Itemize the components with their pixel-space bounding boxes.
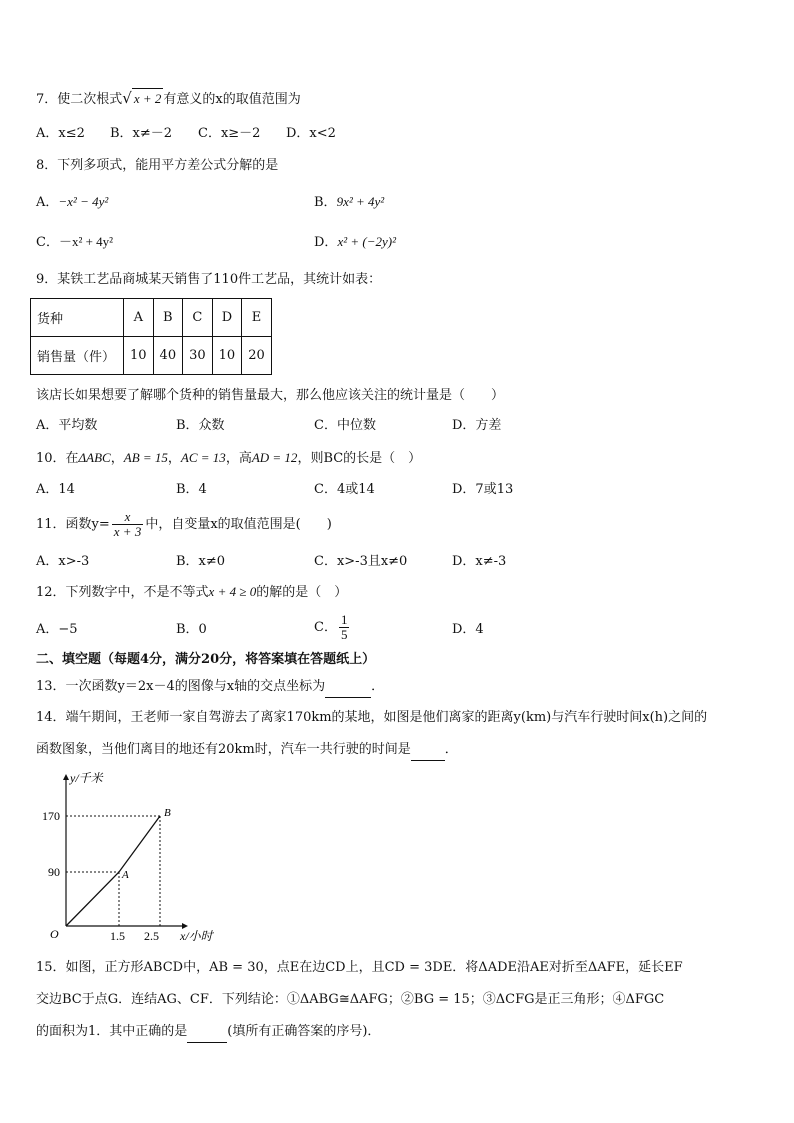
- q12-option-c: [314, 606, 351, 650]
- q12-c-label: C．: [314, 620, 337, 635]
- q10-number: 10．在: [36, 451, 79, 466]
- q14-line-1: 14．端午期间，王老师一家自驾游去了离家170km的某地，如图是他们离家的距离y(km)与汽车行驶时间x(h)之间的: [36, 710, 708, 725]
- q7-radicand: x + 2: [132, 88, 164, 109]
- q9-option-b: B．众数: [176, 418, 225, 433]
- q11-fraction: [112, 510, 144, 539]
- q12-c-denominator: 5: [340, 627, 348, 642]
- q10-triangle: ΔABC: [78, 450, 111, 465]
- point-a-label: A: [122, 869, 129, 881]
- q8-d-label: D．: [314, 235, 338, 250]
- q8-stem: 8．下列多项式，能用平方差公式分解的是: [36, 158, 279, 173]
- q10-ac: AC = 13: [180, 450, 226, 465]
- q12-option-b: B．0: [176, 622, 207, 637]
- question-7: [36, 88, 301, 110]
- q7-option-c: C．x≥－2: [198, 126, 261, 141]
- table-cell: 10: [212, 337, 242, 375]
- q9-stem: 9．某铁工艺品商城某天销售了110件工艺品，其统计如表：: [36, 272, 382, 287]
- table-cell: 20: [242, 337, 272, 375]
- table-cell: D: [212, 299, 242, 337]
- table-header-cell: 货种: [31, 299, 124, 337]
- q8-a-expr: −x² − 4y²: [58, 194, 109, 209]
- table-row: [31, 299, 272, 337]
- q11-option-d: D．x≠-3: [452, 554, 507, 569]
- q11-numerator: x: [112, 510, 144, 525]
- q11-prefix: 11．函数y=: [36, 517, 110, 532]
- x-tick-1-5: 1.5: [110, 929, 125, 943]
- q8-d-expr: x² + (−2y)²: [337, 234, 396, 249]
- table-cell: E: [242, 299, 272, 337]
- q10-ad: AD = 12: [251, 450, 298, 465]
- table-row: [31, 337, 272, 375]
- q7-option-b: B．x≠－2: [110, 126, 173, 141]
- q7-number: 7．: [36, 92, 58, 107]
- q9-option-c: C．中位数: [314, 418, 376, 433]
- x-axis-label: x/小时: [180, 929, 213, 943]
- q8-option-a: [36, 192, 108, 213]
- x-tick-2-5: 2.5: [144, 929, 159, 943]
- y-axis-arrow-icon: [63, 774, 69, 780]
- table-cell: 10: [124, 337, 154, 375]
- q12-option-a: A．−5: [36, 622, 78, 637]
- table-cell: 40: [153, 337, 183, 375]
- graph-line: [66, 816, 160, 926]
- q13-answer-blank: [325, 677, 371, 698]
- q9-option-a: A．平均数: [36, 418, 98, 433]
- y-tick-170: 170: [42, 809, 60, 823]
- table-header-cell: 销售量（件）: [31, 337, 124, 375]
- q8-a-label: A．: [36, 195, 59, 210]
- q12-prefix: 12．下列数字中，不是不等式: [36, 585, 209, 600]
- q8-option-c: [36, 232, 113, 253]
- q15-line-3: [36, 1022, 380, 1043]
- q11-denominator: x + 3: [113, 524, 142, 539]
- q11-option-b: B．x≠0: [176, 554, 226, 569]
- q9-option-d: D．方差: [452, 418, 502, 433]
- sales-table: [30, 298, 272, 375]
- q12-inequality: x + 4 ≥ 0: [208, 584, 257, 599]
- q11-suffix: 中，自变量x的取值范围是( ): [145, 517, 332, 532]
- q12-suffix: 的解的是（ ）: [256, 585, 348, 600]
- distance-time-graph: [30, 766, 240, 946]
- q14-end: ．: [444, 742, 458, 757]
- q8-option-d: [314, 232, 396, 253]
- question-12: [36, 582, 347, 603]
- q11-option-a: A．x>-3: [36, 554, 90, 569]
- q13-text: 13．一次函数y＝2x－4的图像与x轴的交点坐标为: [36, 679, 326, 694]
- q10-option-a: A．14: [36, 482, 75, 497]
- y-axis-label: y/千米: [70, 771, 103, 785]
- q8-option-b: [314, 192, 384, 213]
- section-2-heading: 二、填空题（每题4分，满分20分，将答案填在答题纸上）: [36, 652, 376, 667]
- q10-option-b: B．4: [176, 482, 207, 497]
- q7-text-a: 使二次根式: [57, 92, 123, 107]
- q12-c-numerator: 1: [340, 612, 348, 627]
- y-tick-90: 90: [48, 865, 60, 879]
- q15-line-2: 交边BC于点G．连结AG、CF．下列结论：①ΔABG≅ΔAFG；②BG = 15；③ΔCFG是正三角形；④ΔFGC: [36, 992, 665, 1007]
- q8-b-expr: 9x² + 4y²: [336, 194, 385, 209]
- table-cell: A: [124, 299, 154, 337]
- q8-c-expr: －x² + 4y²: [58, 234, 114, 249]
- q10-option-d: D．7或13: [452, 482, 514, 497]
- table-cell: B: [153, 299, 183, 337]
- q10-ab: AB = 15: [123, 450, 168, 465]
- table-cell: C: [183, 299, 213, 337]
- q8-b-label: B．: [314, 195, 337, 210]
- question-11: [36, 508, 332, 542]
- q11-option-c: C．x>-3且x≠0: [314, 554, 408, 569]
- q15-line-1: 15．如图，正方形ABCD中，AB = 30，点E在边CD上，且CD = 3DE．将ΔADE沿AE对折至ΔAFE，延长EF: [36, 960, 683, 975]
- q14-line-2: [36, 740, 458, 761]
- q15-text: 的面积为1．其中正确的是: [36, 1024, 188, 1039]
- q13-end: ．: [371, 679, 385, 694]
- q10-height-label: ，高: [225, 451, 252, 466]
- sqrt-icon: √: [122, 89, 132, 107]
- table-cell: 30: [183, 337, 213, 375]
- q12-c-fraction: [339, 613, 350, 642]
- q10-tail: ，则BC的长是（ ）: [297, 451, 422, 466]
- q14-text: 函数图象，当他们离目的地还有20km时，汽车一共行驶的时间是: [36, 742, 411, 757]
- q15-answer-blank: [187, 1022, 227, 1043]
- q7-option-a: A．x≤2: [36, 126, 85, 141]
- question-13: [36, 677, 384, 698]
- q7-text-b: 有意义的x的取值范围为: [163, 92, 301, 107]
- question-10: 10．在ΔABC，AB = 15，AC = 13，高AD = 12，则BC的长是（ ）: [36, 450, 422, 466]
- q8-c-label: C．: [36, 235, 59, 250]
- point-b-label: B: [164, 807, 171, 819]
- q12-option-d: D．4: [452, 622, 484, 637]
- origin-label: O: [50, 927, 59, 941]
- q7-option-d: D．x<2: [286, 126, 336, 141]
- q14-answer-blank: [411, 740, 445, 761]
- q15-end: (填所有正确答案的序号)．: [227, 1024, 381, 1039]
- q9-follow-up: 该店长如果想要了解哪个货种的销售量最大，那么他应该关注的统计量是（ ）: [36, 388, 505, 403]
- q10-option-c: C．4或14: [314, 482, 375, 497]
